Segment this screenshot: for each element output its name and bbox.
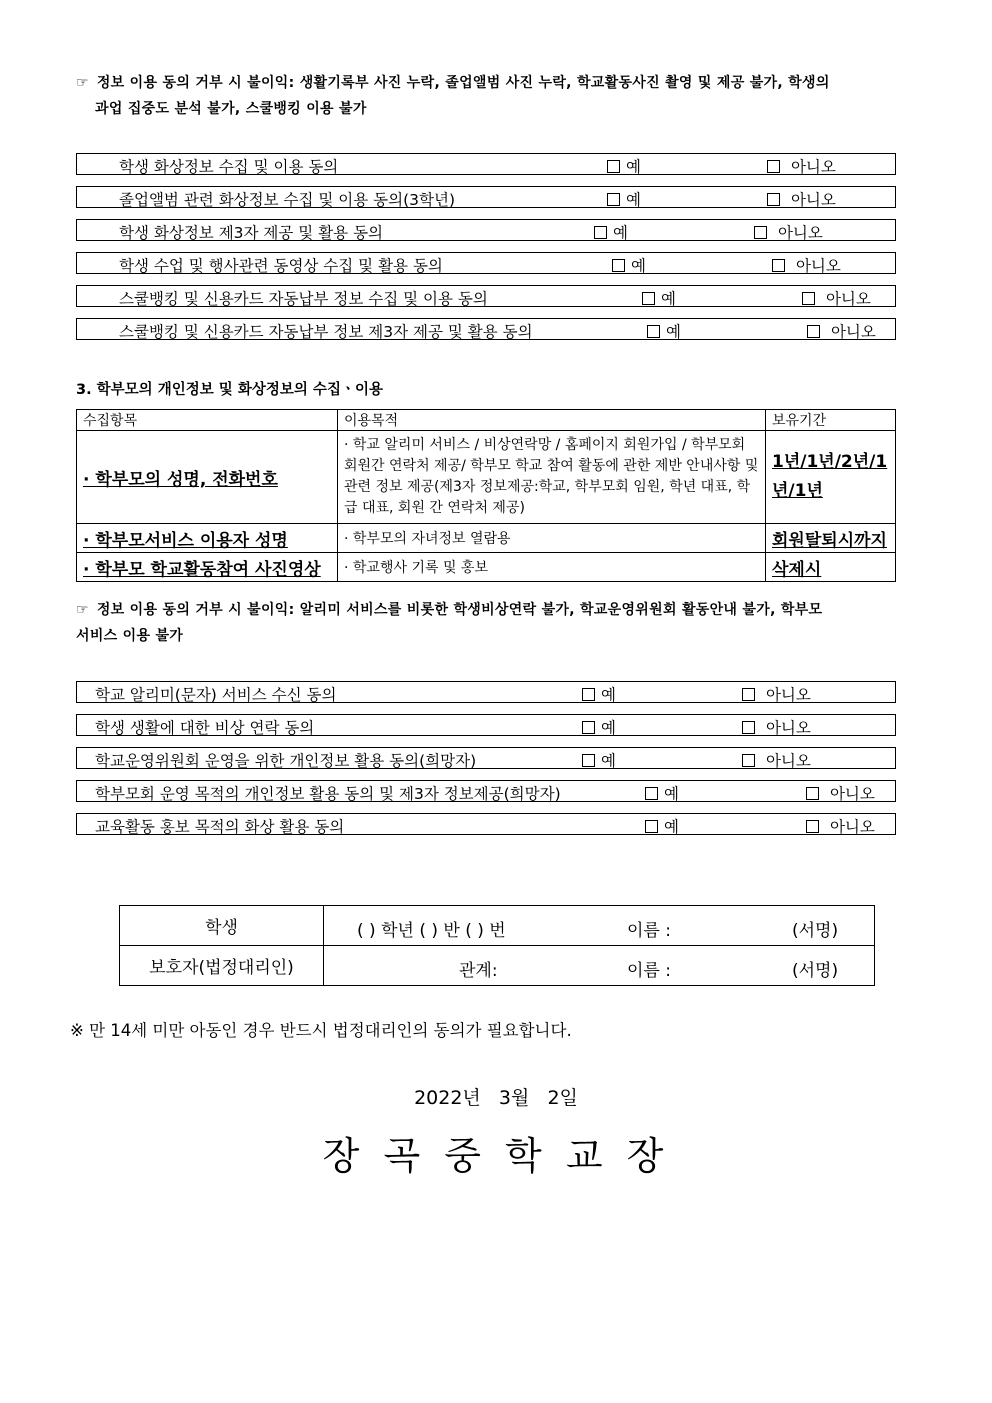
consent-label: 졸업앨범 관련 화상정보 수집 및 이용 동의(3학년) bbox=[119, 191, 456, 209]
consent-row bbox=[76, 285, 896, 307]
consent-no-option[interactable]: 아니오 bbox=[742, 683, 811, 705]
consent-no-option[interactable]: 아니오 bbox=[806, 782, 875, 804]
consent-row bbox=[76, 219, 896, 241]
name-label: 이름 : bbox=[627, 921, 671, 941]
refusal-notice-2 bbox=[76, 597, 926, 649]
retention-period: 회원탈퇴시까지 bbox=[772, 530, 887, 551]
pointing-hand-icon: ☞ bbox=[76, 602, 89, 618]
consent-no-option[interactable]: 아니오 bbox=[754, 221, 823, 243]
guardian-label: 보호자(법정대리인) bbox=[120, 946, 324, 986]
collect-item: · 학부모의 성명, 전화번호 bbox=[83, 469, 278, 490]
consent-row bbox=[76, 681, 896, 703]
consent-yes-option[interactable]: 예 bbox=[582, 683, 616, 705]
header-retention: 보유기간 bbox=[766, 410, 896, 431]
purpose-text: · 학교행사 기록 및 홍보 bbox=[338, 553, 766, 582]
consent-no-option[interactable]: 아니오 bbox=[807, 320, 876, 342]
consent-yes-option[interactable]: 예 bbox=[645, 815, 679, 837]
checkbox-icon[interactable] bbox=[594, 226, 607, 239]
consent-yes-option[interactable]: 예 bbox=[607, 155, 641, 177]
consent-label: 학교 알리미(문자) 서비스 수신 동의 bbox=[95, 686, 337, 704]
issue-date: 2022년 3월 2일 bbox=[414, 1087, 578, 1109]
checkbox-icon[interactable] bbox=[645, 787, 658, 800]
consent-yes-option[interactable]: 예 bbox=[612, 254, 646, 276]
checkbox-icon[interactable] bbox=[582, 754, 595, 767]
consent-yes-option[interactable]: 예 bbox=[582, 716, 616, 738]
consent-no-option[interactable]: 아니오 bbox=[767, 155, 836, 177]
signature-table bbox=[119, 905, 875, 986]
notice-line-1: ☞ 정보 이용 동의 거부 시 불이익: 생활기록부 사진 누락, 졸업앨범 사진 누락, 학교활동사진 촬영 및 제공 불가, 학생의 bbox=[76, 75, 830, 91]
signature-mark: (서명) bbox=[792, 961, 839, 981]
checkbox-icon[interactable] bbox=[612, 259, 625, 272]
consent-row bbox=[76, 714, 896, 736]
consent-yes-option[interactable]: 예 bbox=[642, 287, 676, 309]
checkbox-icon[interactable] bbox=[742, 754, 755, 767]
student-sign-field[interactable] bbox=[324, 906, 875, 946]
checkbox-icon[interactable] bbox=[645, 820, 658, 833]
consent-yes-option[interactable]: 예 bbox=[594, 221, 628, 243]
checkbox-icon[interactable] bbox=[582, 721, 595, 734]
consent-label: 학생 생활에 대한 비상 연락 동의 bbox=[95, 719, 315, 737]
checkbox-icon[interactable] bbox=[642, 292, 655, 305]
consent-yes-option[interactable]: 예 bbox=[645, 782, 679, 804]
guardian-sign-field[interactable] bbox=[324, 946, 875, 986]
notice-line-2: 과업 집중도 분석 불가, 스쿨뱅킹 이용 불가 bbox=[95, 101, 367, 117]
name-label: 이름 : bbox=[627, 961, 671, 981]
checkbox-icon[interactable] bbox=[742, 721, 755, 734]
consent-yes-option[interactable]: 예 bbox=[607, 188, 641, 210]
consent-row bbox=[76, 252, 896, 274]
section-3-title: 3. 학부모의 개인정보 및 화상정보의 수집ㆍ이용 bbox=[76, 382, 383, 398]
checkbox-icon[interactable] bbox=[767, 193, 780, 206]
checkbox-icon[interactable] bbox=[806, 820, 819, 833]
consent-no-option[interactable]: 아니오 bbox=[742, 749, 811, 771]
table-row bbox=[77, 524, 896, 553]
header-collect-item: 수집항목 bbox=[77, 410, 338, 431]
pointing-hand-icon: ☞ bbox=[76, 75, 89, 91]
checkbox-icon[interactable] bbox=[807, 325, 820, 338]
consent-row bbox=[76, 153, 896, 175]
checkbox-icon[interactable] bbox=[802, 292, 815, 305]
checkbox-icon[interactable] bbox=[647, 325, 660, 338]
consent-row bbox=[76, 780, 896, 802]
consent-label: 스쿨뱅킹 및 신용카드 자동납부 정보 수집 및 이용 동의 bbox=[119, 290, 488, 308]
retention-period: 삭제시 bbox=[772, 559, 822, 580]
table-header-row bbox=[77, 410, 896, 431]
relation-label: 관계: bbox=[459, 961, 498, 981]
consent-no-option[interactable]: 아니오 bbox=[806, 815, 875, 837]
consent-label: 스쿨뱅킹 및 신용카드 자동납부 정보 제3자 제공 및 활용 동의 bbox=[119, 323, 533, 341]
checkbox-icon[interactable] bbox=[806, 787, 819, 800]
checkbox-icon[interactable] bbox=[754, 226, 767, 239]
student-label: 학생 bbox=[120, 906, 324, 946]
checkbox-icon[interactable] bbox=[607, 160, 620, 173]
consent-no-option[interactable]: 아니오 bbox=[742, 716, 811, 738]
checkbox-icon[interactable] bbox=[767, 160, 780, 173]
collect-item: · 학부모 학교활동참여 사진영상 bbox=[83, 559, 321, 580]
consent-no-option[interactable]: 아니오 bbox=[767, 188, 836, 210]
checkbox-icon[interactable] bbox=[742, 688, 755, 701]
grade-class-number-fields[interactable]: ( ) 학년 ( ) 반 ( ) 번 bbox=[357, 921, 506, 941]
consent-yes-option[interactable]: 예 bbox=[647, 320, 681, 342]
table-row bbox=[77, 431, 896, 524]
consent-row bbox=[76, 813, 896, 835]
checkbox-icon[interactable] bbox=[607, 193, 620, 206]
consent-no-option[interactable]: 아니오 bbox=[802, 287, 871, 309]
header-purpose: 이용목적 bbox=[338, 410, 766, 431]
guardian-sign-row bbox=[120, 946, 875, 986]
consent-label: 학교운영위원회 운영을 위한 개인정보 활용 동의(희망자) bbox=[95, 752, 477, 770]
consent-label: 교육활동 홍보 목적의 화상 활용 동의 bbox=[95, 818, 345, 836]
notice-line-1: ☞ 정보 이용 동의 거부 시 불이익: 알리미 서비스를 비롯한 학생비상연락 불가, 학교운영위원회 활동안내 불가, 학부모 bbox=[76, 602, 823, 618]
consent-row bbox=[76, 186, 896, 208]
table-row bbox=[77, 553, 896, 582]
consent-label: 학생 화상정보 수집 및 이용 동의 bbox=[119, 158, 339, 176]
signature-mark: (서명) bbox=[792, 921, 839, 941]
guardian-consent-notice: ※ 만 14세 미만 아동인 경우 반드시 법정대리인의 동의가 필요합니다. bbox=[70, 1021, 572, 1040]
consent-row bbox=[76, 747, 896, 769]
consent-yes-option[interactable]: 예 bbox=[582, 749, 616, 771]
consent-label: 학생 수업 및 행사관련 동영상 수집 및 활용 동의 bbox=[119, 257, 443, 275]
retention-period: 1년/1년/2년/1년/1년 bbox=[772, 452, 888, 501]
purpose-text: · 학교 알리미 서비스 / 비상연락망 / 홈페이지 회원가입 / 학부모회 회원간 연락처 제공/ 학부모 학교 참여 활동에 관한 제반 안내사항 및 관련 정보 제공(제3자 정보제공:학교, 학부모회 임원, 학년 대표, 학급 대표, 회원 간 연락처 제공) bbox=[338, 431, 766, 524]
checkbox-icon[interactable] bbox=[772, 259, 785, 272]
principal-title: 장 곡 중 학 교 장 bbox=[322, 1134, 670, 1178]
consent-label: 학생 화상정보 제3자 제공 및 활용 동의 bbox=[119, 224, 384, 242]
refusal-notice-1 bbox=[76, 70, 926, 122]
consent-row bbox=[76, 318, 896, 340]
consent-no-option[interactable]: 아니오 bbox=[772, 254, 841, 276]
checkbox-icon[interactable] bbox=[582, 688, 595, 701]
parent-info-table bbox=[76, 409, 896, 582]
notice-line-2: 서비스 이용 불가 bbox=[76, 628, 184, 644]
collect-item: · 학부모서비스 이용자 성명 bbox=[83, 530, 288, 551]
purpose-text: · 학부모의 자녀정보 열람용 bbox=[338, 524, 766, 553]
consent-label: 학부모회 운영 목적의 개인정보 활용 동의 및 제3자 정보제공(희망자) bbox=[95, 785, 561, 803]
student-sign-row bbox=[120, 906, 875, 946]
